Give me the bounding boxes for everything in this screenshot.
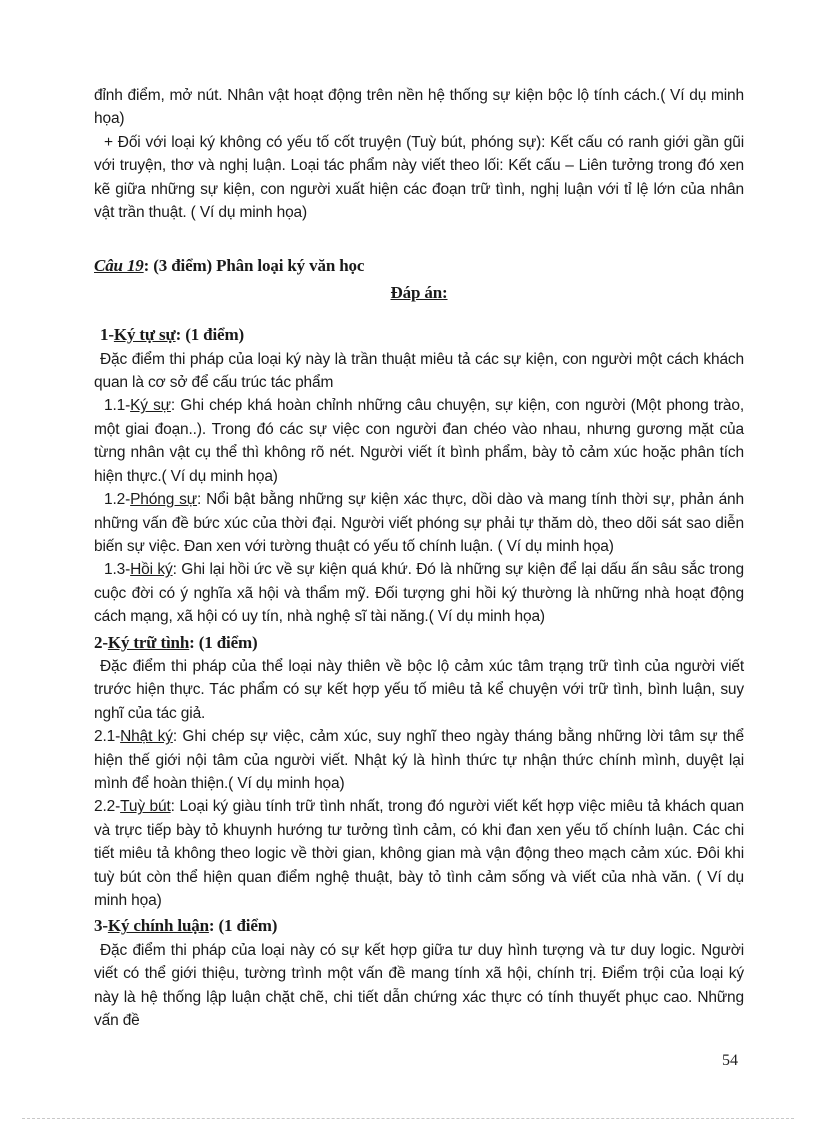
section-2-heading bbox=[94, 631, 744, 655]
item-1-2-number: 1.2- bbox=[104, 491, 131, 509]
page-number: 54 bbox=[722, 1052, 738, 1069]
item-2-1-term: Nhật ký bbox=[120, 728, 173, 746]
item-1-2 bbox=[94, 488, 744, 558]
item-2-1-text: : Ghi chép sự việc, cảm xúc, suy nghĩ theo ngày tháng bằng những lời tâm sự thể hiện thế giới nội tâm của người viết. Nhật ký là hình thức tự nhận thức chính mình, duyệt lại mình để hoàn thiện.( Ví dụ minh họa) bbox=[94, 728, 744, 792]
section-3-heading bbox=[94, 914, 744, 938]
question-label: Câu 19 bbox=[94, 256, 144, 276]
question-text: : (3 điểm) Phân loại ký văn học bbox=[143, 256, 365, 276]
item-1-1-number: 1.1- bbox=[104, 397, 131, 415]
section-3-description: Đặc điểm thi pháp của loại này có sự kết hợp giữa tư duy hình tượng và tư duy logic. Người viết có thể giới thiệu, tường trình một vấn đề mang tính xã hội, chính trị. Điểm trội của loại ký này là hệ thống lập luận chặt chẽ, chi tiết dẫn chứng xác thực có tính thuyết phục cao. Những vấn đề bbox=[94, 941, 744, 1030]
question-heading bbox=[94, 254, 744, 278]
section-1-description: Đặc điểm thi pháp của loại ký này là trần thuật miêu tả các sự kiện, con người một cách khách quan là cơ sở để cấu trúc tác phẩm bbox=[94, 350, 744, 392]
answer-label: Đáp án: bbox=[390, 282, 448, 302]
item-1-3-number: 1.3- bbox=[104, 561, 131, 579]
item-1-3-term: Hồi ký bbox=[130, 561, 173, 579]
page-content bbox=[94, 84, 744, 1032]
section-2-number: 2- bbox=[94, 632, 108, 652]
paragraph-intro-1: đỉnh điểm, mở nút. Nhân vật hoạt động trên nền hệ thống sự kiện bộc lộ tính cách.( Ví dụ minh họa) bbox=[94, 87, 744, 128]
item-2-2-term: Tuỳ bút bbox=[120, 798, 171, 816]
item-1-3 bbox=[94, 558, 744, 628]
section-1-number: 1- bbox=[100, 325, 114, 345]
item-1-1 bbox=[94, 394, 744, 488]
section-1-points: : (1 điểm) bbox=[175, 325, 244, 345]
item-1-1-text: : Ghi chép khá hoàn chỉnh những câu chuyện, sự kiện, con người (Một phong trào, một giai đoạn..). Trong đó các sự việc con người đan chéo vào nhau, nhưng gương mặt của từng nhân vật cụ thể thì không rõ nét. Người viết ít bình phẩm, bày tỏ cảm xúc hoặc phân tích hiện thực.( Ví dụ minh họa) bbox=[94, 397, 744, 485]
section-3-points: : (1 điểm) bbox=[208, 916, 278, 936]
section-1-title: Ký tự sự bbox=[113, 325, 176, 345]
item-2-2 bbox=[94, 795, 744, 912]
item-2-1 bbox=[94, 725, 744, 795]
section-3-number: 3- bbox=[94, 916, 108, 936]
paragraph-intro-2: + Đối với loại ký không có yếu tố cốt truyện (Tuỳ bút, phóng sự): Kết cấu có ranh giới gần gũi với truyện, thơ và nghị luận. Loại tác phẩm này viết theo lối: Kết cấu – Liên tưởng trong đó xen kẽ giữa những sự kiện, con người xuất hiện các đoạn trữ tình, nghị luận với tỉ lệ lớn của nhân vật trần thuật. ( Ví dụ minh họa) bbox=[94, 133, 744, 222]
page-bottom-divider bbox=[22, 1118, 794, 1119]
item-1-3-text: : Ghi lại hồi ức về sự kiện quá khứ. Đó là những sự kiện để lại dấu ấn sâu sắc trong cuộc đời có ý nghĩa xã hội và thẩm mỹ. Đối tượng ghi hồi ký thường là những nhà hoạt động cách mạng, xã hội có uy tín, nhà nghệ sĩ tài năng.( Ví dụ minh họa) bbox=[94, 561, 744, 626]
item-2-2-number: 2.2- bbox=[94, 798, 121, 816]
section-3-title: Ký chính luận bbox=[107, 916, 209, 936]
answer-heading bbox=[94, 281, 744, 305]
item-2-1-number: 2.1- bbox=[94, 728, 121, 746]
section-1-heading bbox=[94, 323, 744, 347]
item-1-2-text: : Nổi bật bằng những sự kiện xác thực, dồi dào và mang tính thời sự, phản ánh những vấn đề bức xúc của thời đại. Người viết phóng sự phải tự thăm dò, theo dõi sát sao diễn biến sự việc. Đan xen với tường thuật có yếu tố chính luận. ( Ví dụ minh họa) bbox=[94, 491, 744, 555]
item-1-2-term: Phóng sự bbox=[130, 491, 197, 509]
section-2-description: Đặc điểm thi pháp của thể loại này thiên về bộc lộ cảm xúc tâm trạng trữ tình của người viết trước hiện thực. Tác phẩm có sự kết hợp yếu tố miêu tả kể chuyện với trữ tình, bình luận, suy nghĩ của tác giả. bbox=[94, 657, 744, 722]
item-1-1-term: Ký sự bbox=[130, 397, 171, 415]
section-2-points: : (1 điểm) bbox=[189, 632, 258, 652]
section-2-title: Ký trữ tình bbox=[107, 632, 190, 652]
item-2-2-text: : Loại ký giàu tính trữ tình nhất, trong đó người viết kết hợp việc miêu tả khách quan và trực tiếp bày tỏ khuynh hướng tư tưởng tình cảm, có khi đan xen yếu tố chính luận. Các chi tiết miêu tả không theo logic về thời gian, không gian mà vận động theo mạch cảm xúc. Đôi khi tuỳ bút còn thể hiện quan điểm nghệ thuật, bày tỏ tình cảm sống và viết của nhà văn. ( Ví dụ minh họa) bbox=[94, 798, 745, 909]
